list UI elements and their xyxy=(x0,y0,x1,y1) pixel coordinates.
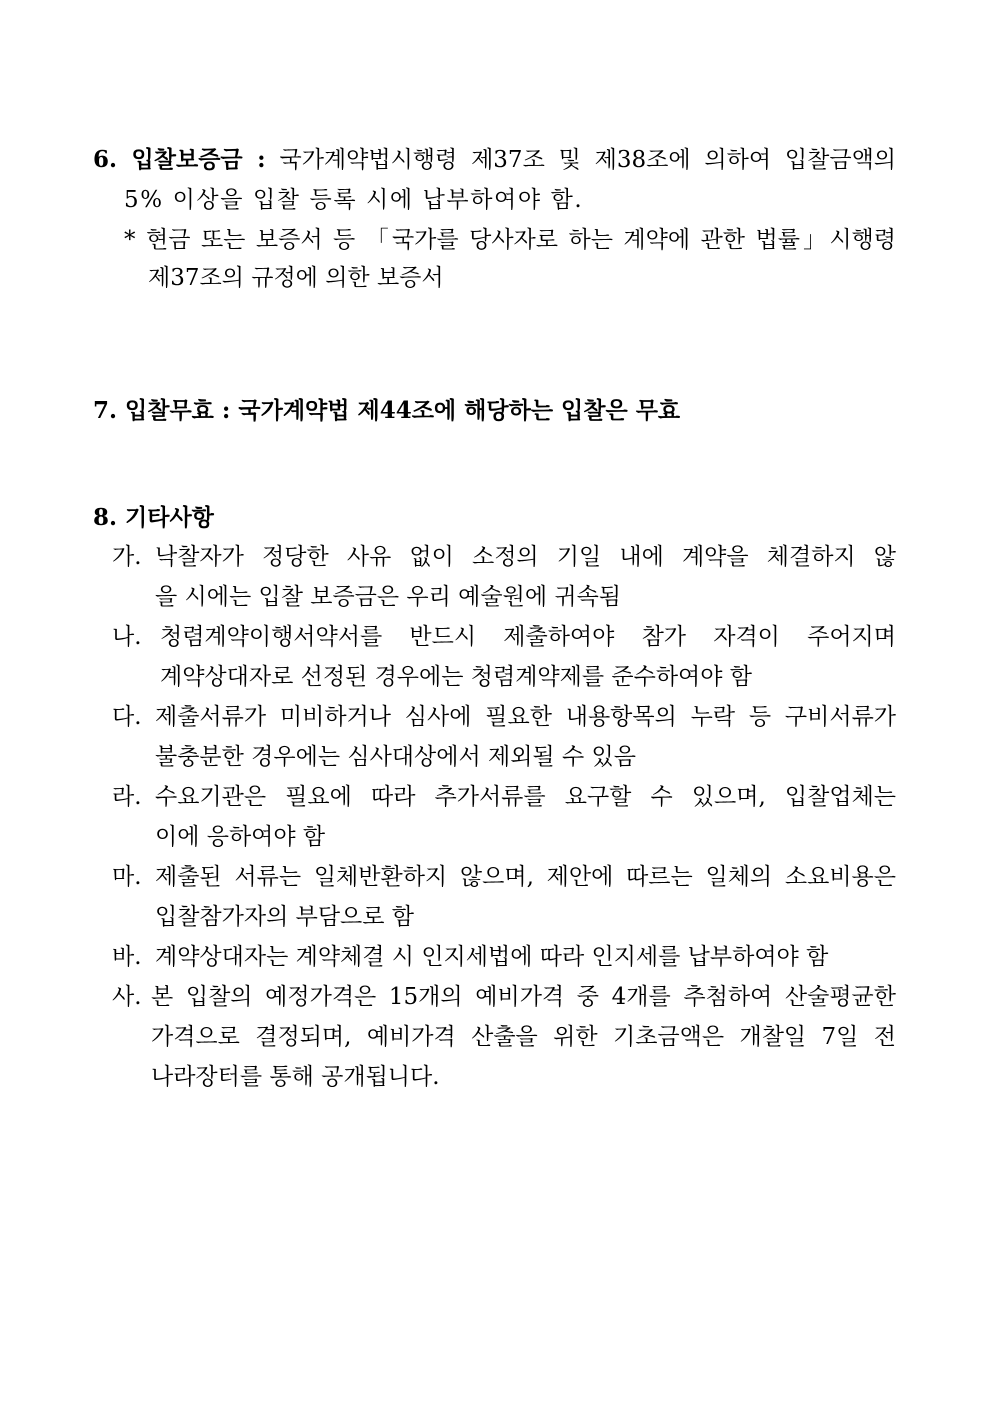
section-8-heading: 8. 기타사항 xyxy=(93,504,214,531)
section-6-note-line-2: 제37조의 규정에 의한 보증서 xyxy=(148,265,444,291)
item-marker: 바. xyxy=(112,944,142,970)
item-line: 수요기관은 필요에 따라 추가서류를 요구할 수 있으며, 입찰업체는 xyxy=(155,784,896,810)
item-line: 계약상대자는 계약체결 시 인지세법에 따라 인지세를 납부하여야 함 xyxy=(155,944,829,970)
section-6-note-line-1: * 현금 또는 보증서 등 「국가를 당사자로 하는 계약에 관한 법률」시행령 xyxy=(124,227,896,253)
section-6-heading: 6. 입찰보증금 : xyxy=(93,146,266,173)
item-line: 본 입찰의 예정가격은 15개의 예비가격 중 4개를 추첨하여 산술평균한 xyxy=(151,984,896,1010)
item-line: 가격으로 결정되며, 예비가격 산출을 위한 기초금액은 개찰일 7일 전 xyxy=(151,1024,896,1050)
item-line: 이에 응하여야 함 xyxy=(155,824,326,850)
item-line: 청렴계약이행서약서를 반드시 제출하여야 참가 자격이 주어지며 xyxy=(160,624,896,650)
item-line: 제출된 서류는 일체반환하지 않으며, 제안에 따르는 일체의 소요비용은 xyxy=(155,864,896,890)
item-line: 입찰참가자의 부담으로 함 xyxy=(155,904,415,930)
item-line: 을 시에는 입찰 보증금은 우리 예술원에 귀속됨 xyxy=(155,584,622,610)
section-7-text: 7. 입찰무효 : 국가계약법 제44조에 해당하는 입찰은 무효 xyxy=(93,397,681,424)
item-marker: 나. xyxy=(112,624,142,650)
item-line: 불충분한 경우에는 심사대상에서 제외될 수 있음 xyxy=(155,744,636,770)
item-line: 낙찰자가 정당한 사유 없이 소정의 기일 내에 계약을 체결하지 않 xyxy=(155,544,896,570)
section-6-text-1: 국가계약법시행령 제37조 및 제38조에 의하여 입찰금액의 xyxy=(279,147,897,173)
item-line: 제출서류가 미비하거나 심사에 필요한 내용항목의 누락 등 구비서류가 xyxy=(155,704,896,730)
item-marker: 마. xyxy=(112,864,142,890)
section-6-line-2: 5% 이상을 입찰 등록 시에 납부하여야 함. xyxy=(124,187,584,213)
item-line: 계약상대자로 선정된 경우에는 청렴계약제를 준수하여야 함 xyxy=(160,664,753,690)
section-6-line-1 xyxy=(93,144,896,176)
item-marker: 가. xyxy=(112,544,142,570)
item-marker: 다. xyxy=(112,704,142,730)
item-marker: 라. xyxy=(112,784,142,810)
item-marker: 사. xyxy=(112,984,142,1010)
item-line: 나라장터를 통해 공개됩니다. xyxy=(151,1064,440,1090)
